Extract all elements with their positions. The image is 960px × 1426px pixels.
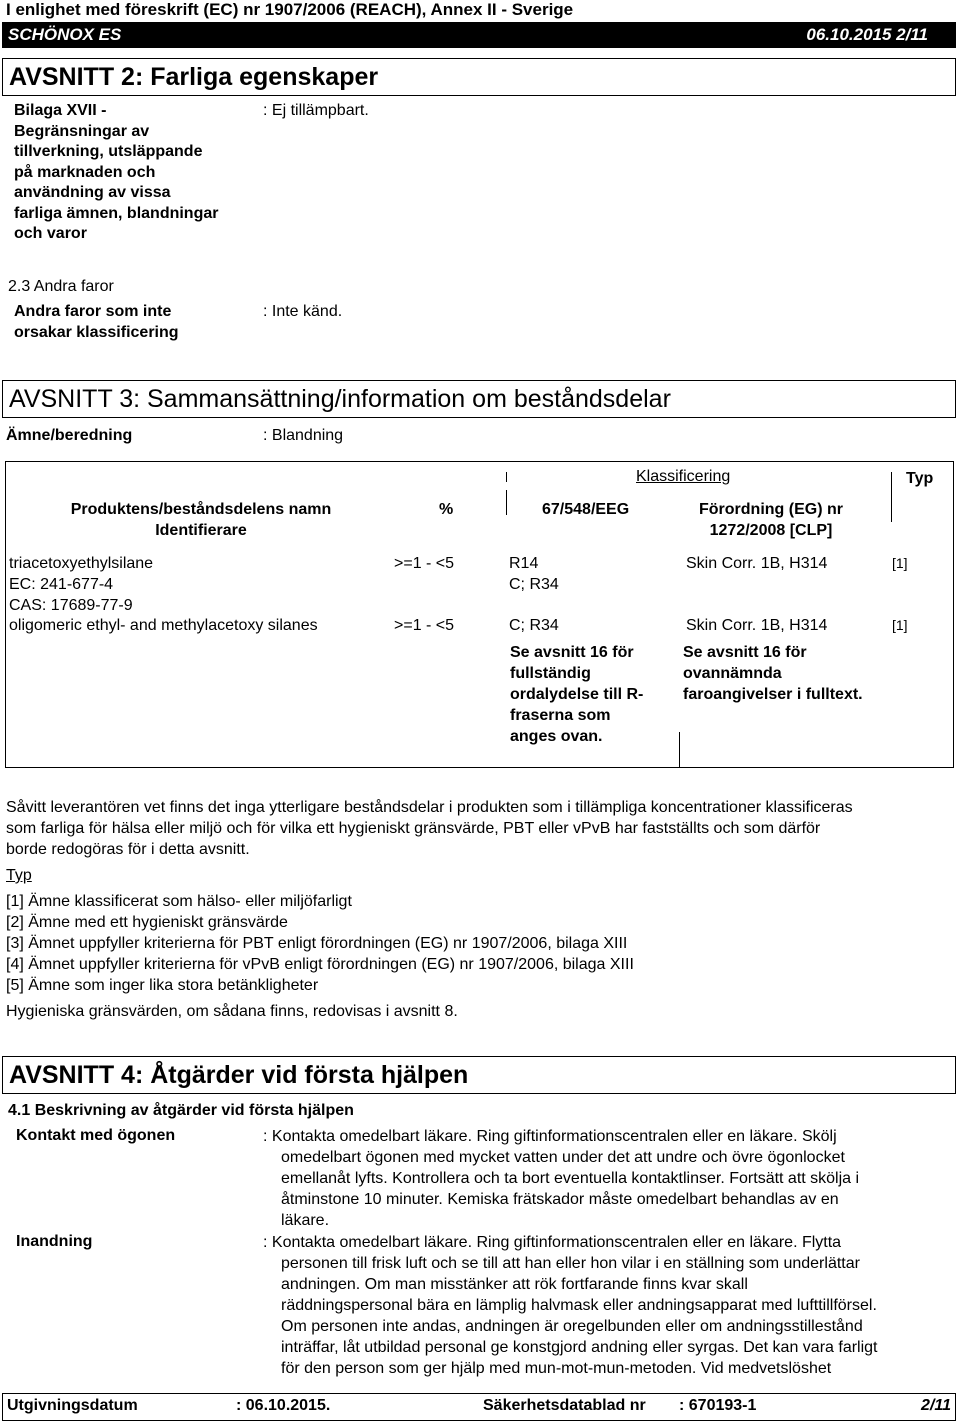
ogon-line: : Kontakta omedelbart läkare. Ring giftinformationscentralen eller en läkare. Skölj xyxy=(263,1128,837,1145)
ogon-text xyxy=(263,1126,953,1231)
typ-item: [1] Ämne klassificerat som hälso- eller miljöfarligt xyxy=(6,893,352,910)
note-clp-line: faroangivelser i fulltext. xyxy=(683,686,863,703)
section2-heading: AVSNITT 2: Farliga egenskaper xyxy=(2,58,956,96)
bilaga-label-line: tillverkning, utsläppande xyxy=(14,143,203,160)
note-clp-line: ovannämnda xyxy=(683,665,782,682)
note-eeg-line: ordalydelse till R- xyxy=(510,686,644,703)
note-eeg xyxy=(510,642,643,747)
section3-heading: AVSNITT 3: Sammansättning/information om beståndsdelar xyxy=(2,380,956,418)
note-eeg-line: fraserna som xyxy=(510,707,611,724)
inandning-line: räddningspersonal bära en lämplig halvmask eller andningsapparat med lufttillförsel. xyxy=(281,1297,877,1314)
note-eeg-line: fullständig xyxy=(510,665,591,682)
typ-header: Typ xyxy=(906,470,934,487)
bilaga-label-line: på marknaden och xyxy=(14,163,156,181)
inandning-line: : Kontakta omedelbart läkare. Ring giftinformationscentralen eller en läkare. Flytta xyxy=(263,1234,842,1251)
row-clp: Skin Corr. 1B, H314 xyxy=(686,555,828,572)
row-typ: [1] xyxy=(892,555,908,571)
document-title: I enlighet med föreskrift (EC) nr 1907/2006 (REACH), Annex II - Sverige xyxy=(6,0,574,19)
typ-heading: Typ xyxy=(6,867,32,884)
row-eeg-line: C; R34 xyxy=(509,576,559,593)
andra-faror-label xyxy=(14,302,179,343)
row-typ: [1] xyxy=(892,617,908,633)
inandning-line: för den person som ger hjälp med mun-mot-mun-metoden. Vid medvetslöshet xyxy=(281,1360,832,1377)
product-name: SCHÖNOX ES xyxy=(8,25,122,44)
paragraph-line: som farliga för hälsa eller miljö och för vilka ett hygieniskt gränsvärde, PBT eller vPvB har fastställts och som därför xyxy=(6,820,821,837)
bilaga-value: : Ej tillämpbart. xyxy=(263,102,369,119)
typ-item: [5] Ämne som inger lika stora betänkligheter xyxy=(6,977,319,994)
andra-faror-heading: 2.3 Andra faror xyxy=(8,278,114,295)
sdb-label: Säkerhetsdatablad nr xyxy=(483,1397,646,1414)
amne-label: Ämne/beredning xyxy=(6,427,133,444)
note-clp-line: Se avsnitt 16 för xyxy=(683,644,807,661)
row-name: triacetoxyethylsilane xyxy=(9,555,154,572)
andra-label-line: orsakar klassificering xyxy=(14,323,179,341)
col-name-header xyxy=(46,499,356,541)
bilaga-label-line: och varor xyxy=(14,225,87,242)
header-bar xyxy=(2,22,956,48)
row-ec: EC: 241-677-4 xyxy=(9,576,114,593)
note-eeg-line: Se avsnitt 16 för xyxy=(510,644,634,661)
note-eeg-line: anges ovan. xyxy=(510,728,603,745)
hygien-note: Hygieniska gränsvärden, om sådana finns, redovisas i avsnitt 8. xyxy=(6,1003,458,1020)
table-row xyxy=(9,553,153,616)
col-pct-header: % xyxy=(439,501,454,518)
composition-paragraph xyxy=(6,797,954,860)
note-clp xyxy=(683,642,863,705)
paragraph-line: borde redogöras för i detta avsnitt. xyxy=(6,841,250,858)
col-clp-line: Förordning (EG) nr xyxy=(699,501,843,518)
typ-divider xyxy=(891,472,892,522)
sdb-value: : 670193-1 xyxy=(679,1397,757,1414)
bilaga-label xyxy=(14,101,218,245)
row-pct: >=1 - <5 xyxy=(394,617,455,634)
typ-item: [2] Ämne med ett hygieniskt gränsvärde xyxy=(6,914,288,931)
inandning-label: Inandning xyxy=(16,1233,93,1250)
ogon-label: Kontakt med ögonen xyxy=(16,1127,176,1144)
ogon-line: omedelbart ögonen med mycket vatten under det att undre och övre ögonlocket xyxy=(281,1149,845,1166)
ogon-line: åtminstone 10 minuter. Kemiska frätskador måste omedelbart behandlas av en xyxy=(281,1191,839,1208)
inandning-line: personen till frisk luft och se till att han eller hon vilar i en ställning som underlättar xyxy=(281,1255,860,1272)
col-name-line: Identifierare xyxy=(155,522,247,539)
row-eeg xyxy=(509,553,559,595)
section4-subheading: 4.1 Beskrivning av åtgärder vid första hjälpen xyxy=(8,1102,354,1119)
date-page: 06.10.2015 2/11 xyxy=(806,25,928,44)
row-cas: CAS: 17689-77-9 xyxy=(9,597,133,614)
bilaga-label-line: användning av vissa xyxy=(14,184,171,201)
andra-label-line: Andra faror som inte xyxy=(14,303,172,320)
row-clp: Skin Corr. 1B, H314 xyxy=(686,617,828,634)
section4-heading: AVSNITT 4: Åtgärder vid första hjälpen xyxy=(2,1056,956,1094)
composition-table xyxy=(5,461,954,768)
bilaga-label-line: Begränsningar av xyxy=(14,122,150,140)
bilaga-label-line: farliga ämnen, blandningar xyxy=(14,204,219,222)
inandning-line: andningen. Om man misstänker att rök fortfarande finns kvar skall xyxy=(281,1276,748,1293)
typ-list xyxy=(6,891,634,996)
inandning-line: inträffar, låt utbildad personal ge konstgjord andning eller syrgas. Det kan vara farligt xyxy=(281,1339,878,1356)
col-eeg-header: 67/548/EEG xyxy=(542,501,630,518)
row-name: oligomeric ethyl- and methylacetoxy silanes xyxy=(9,617,318,634)
footer-page: 2/11 xyxy=(921,1397,951,1414)
inandning-line: Om personen inte andas, andningen är oregelbunden eller om andningsstillestånd xyxy=(281,1318,863,1335)
andra-faror-value: : Inte känd. xyxy=(263,303,343,320)
row-eeg-line: R14 xyxy=(509,555,539,572)
utg-label: Utgivningsdatum xyxy=(7,1397,138,1414)
klass-divider xyxy=(506,472,507,482)
typ-item: [3] Ämnet uppfyller kriterierna för PBT enligt förordningen (EG) nr 1907/2006, bilaga XIII xyxy=(6,935,628,952)
klassificering-header: Klassificering xyxy=(636,468,731,485)
bilaga-label-line: Bilaga XVII - xyxy=(14,102,107,119)
ogon-line: emellanåt lyfts. Kontrollera och ta bort eventuella kontaktlinser. Fortsätt att skölja i xyxy=(281,1170,860,1187)
col-name-line: Produktens/beståndsdelens namn xyxy=(70,501,332,518)
paragraph-line: Såvitt leverantören vet finns det inga ytterligare beståndsdelar i produkten som i tillämpliga koncentrationer klassificeras xyxy=(6,799,853,816)
inandning-text xyxy=(263,1232,953,1379)
row-pct: >=1 - <5 xyxy=(394,555,455,572)
col-clp-line: 1272/2008 [CLP] xyxy=(709,522,833,539)
typ-item: [4] Ämnet uppfyller kriterierna för vPvB enligt förordningen (EG) nr 1907/2006, bilaga XIII xyxy=(6,956,634,973)
row-eeg: C; R34 xyxy=(509,617,559,634)
utg-value: : 06.10.2015. xyxy=(236,1397,331,1414)
col-clp-header xyxy=(686,499,856,541)
footer xyxy=(2,1393,956,1421)
ogon-line: läkare. xyxy=(281,1212,330,1229)
note-divider xyxy=(679,732,680,768)
klass-divider xyxy=(506,490,507,515)
amne-value: : Blandning xyxy=(263,427,344,444)
